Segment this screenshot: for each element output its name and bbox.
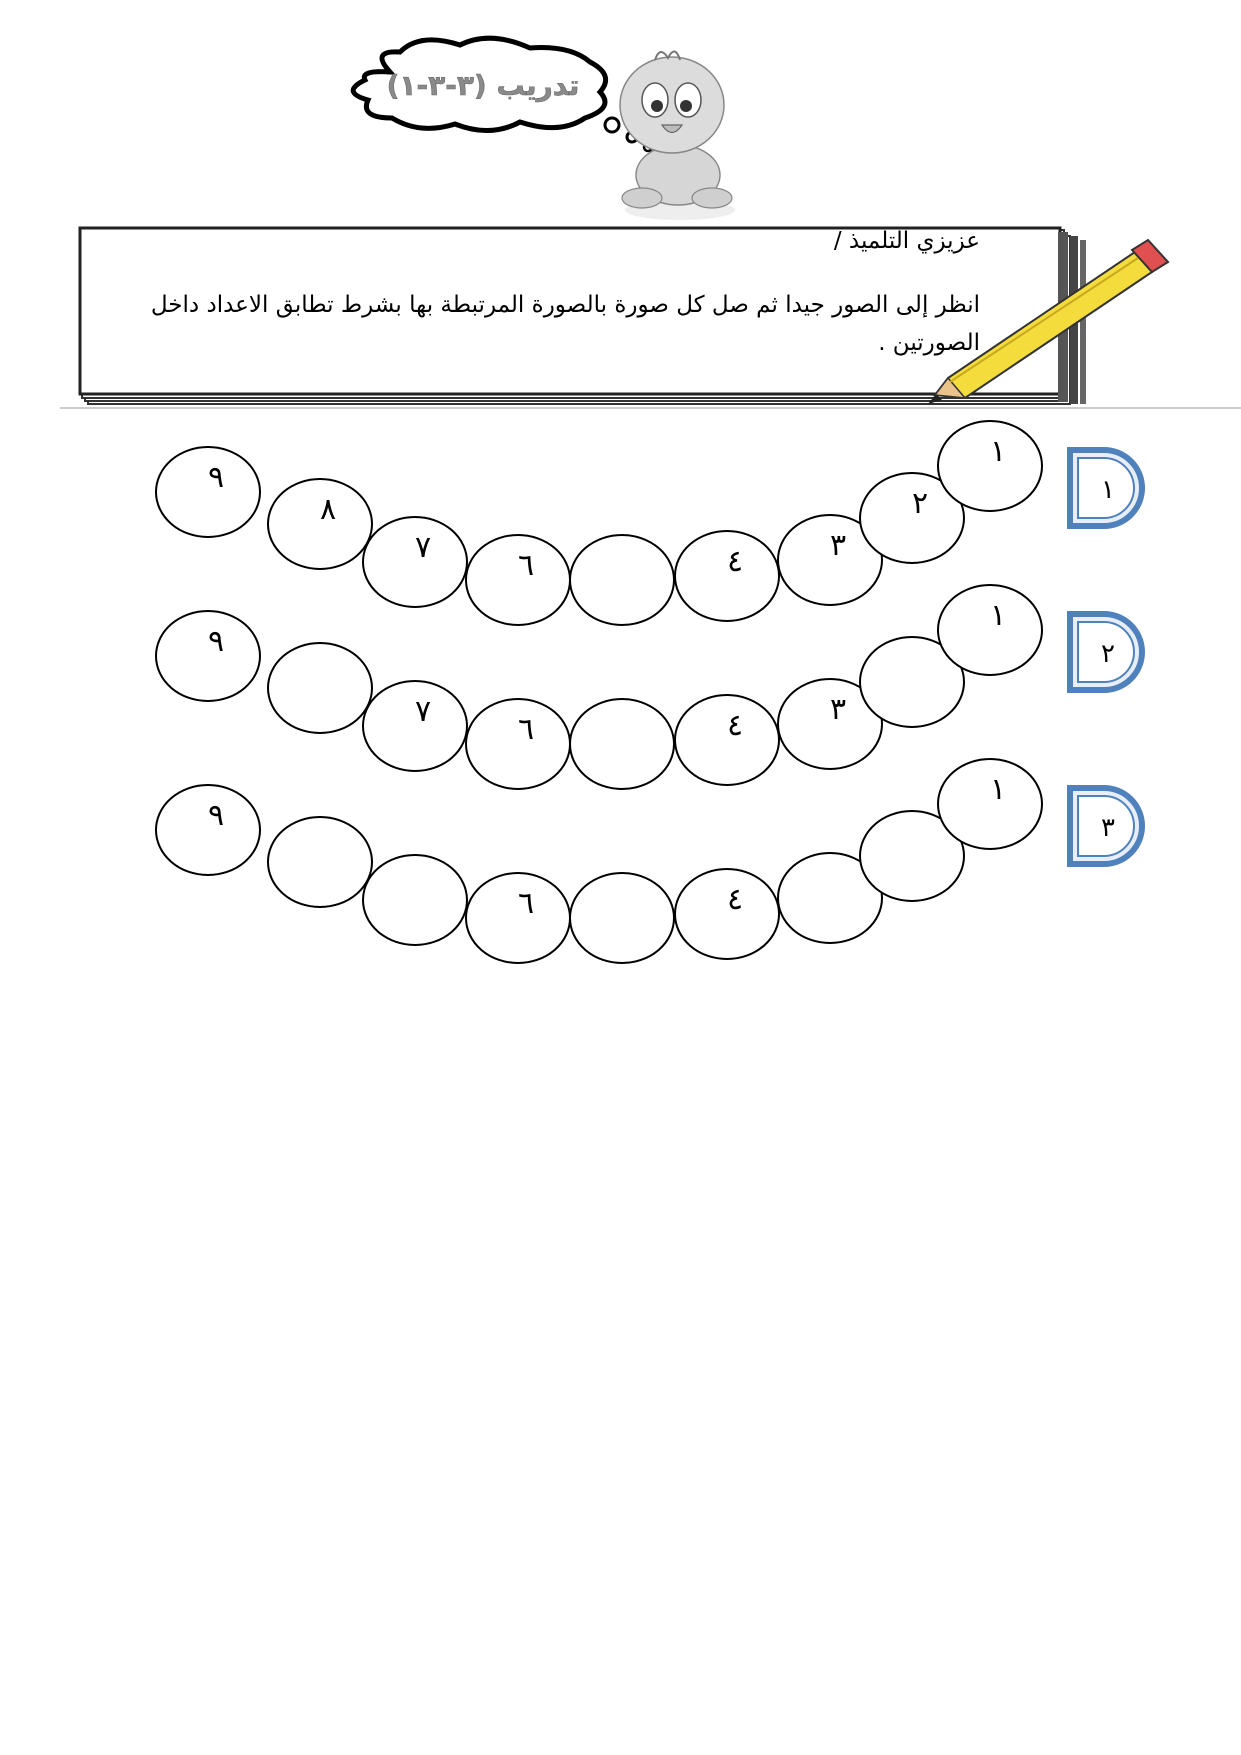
number-circle	[268, 643, 372, 733]
circle-number: ٨	[319, 492, 337, 527]
circle-number: ٣	[829, 692, 847, 727]
circle-number: ٩	[207, 460, 225, 495]
circle-number: ٤	[726, 544, 744, 579]
instruction-text: انظر إلى الصور جيدا ثم صل كل صورة بالصورة المرتبطة بها بشرط تطابق الاعداد داخل الصورتين .	[150, 292, 980, 356]
number-circle	[268, 817, 372, 907]
circle-number: ٧	[414, 530, 432, 565]
row-label: ٣	[1101, 813, 1115, 843]
circle-number: ٩	[207, 624, 225, 659]
circle-number: ٩	[207, 798, 225, 833]
circle-number: ٤	[726, 882, 744, 917]
row-label: ١	[1101, 475, 1115, 505]
circle-number: ١	[989, 772, 1007, 807]
circle-number: ٦	[517, 548, 535, 583]
circle-number: ١	[989, 434, 1007, 469]
number-circle	[363, 855, 467, 945]
exercise-row	[156, 759, 1142, 963]
number-circle	[570, 535, 674, 625]
bird-character-icon	[620, 51, 735, 220]
instruction-greeting: عزيزي التلميذ /	[833, 228, 980, 254]
circle-number: ٦	[517, 886, 535, 921]
title-text: تدريب (٣-٣-١)	[386, 69, 580, 102]
circle-number: ٢	[911, 486, 929, 521]
exercise-rows	[156, 421, 1142, 963]
number-circle	[570, 699, 674, 789]
row-label: ٢	[1101, 639, 1115, 669]
number-circle	[570, 873, 674, 963]
circle-number: ٦	[517, 712, 535, 747]
circle-number: ٧	[414, 694, 432, 729]
title-cloud	[353, 38, 652, 151]
circle-number: ١	[989, 598, 1007, 633]
circle-number: ٤	[726, 708, 744, 743]
circle-number: ٣	[829, 528, 847, 563]
